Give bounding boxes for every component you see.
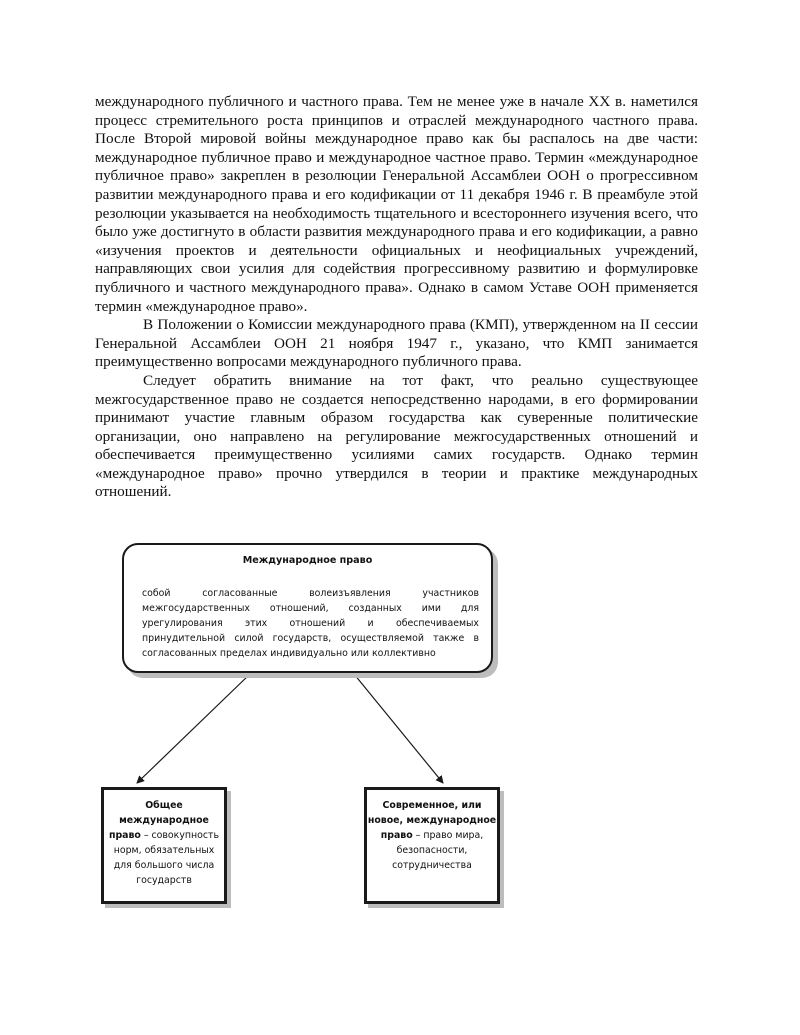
modern-law-term: Современное, или новое, международное право xyxy=(367,800,497,841)
modern-law-dash: – xyxy=(412,830,424,841)
modern-international-law-box xyxy=(364,787,500,904)
paragraph-2: В Положении о Комиссии международного права (КМП), утвержденном на II сессии Генеральной Ассамблеи ООН 21 ноября 1947 г., указано, что КМП занимается преимущественно вопросами международного публичного права. xyxy=(95,316,698,371)
general-law-definition: совокупность норм, обязательных для большого числа государств xyxy=(113,830,220,886)
international-law-box xyxy=(122,543,493,673)
modern-law-definition: право мира, безопасности, сотрудничества xyxy=(392,830,484,871)
international-law-definition: собой согласованные волеизъявления участников межгосударственных отношений, созданных ими для урегулирования этих отношений и обеспечиваемых принудительной силой государств, осуществляемой также в согласованных пределах индивидуально или коллективно xyxy=(142,588,479,659)
general-law-dash: – xyxy=(140,830,152,841)
general-international-law-box xyxy=(101,787,227,904)
international-law-title: Международное право xyxy=(242,555,373,566)
general-law-term: Общее международное право xyxy=(108,800,209,841)
paragraph-3: Следует обратить внимание на тот факт, что реально существующее межгосударственное право не создается непосредственно народами, в его формировании принимают участие главным образом государства как суверенные политические организации, оно направлено на регулирование межгосударственных отношений и обеспечивается преимущественно усилиями самих государств. Однако термин «международное право» прочно утвердился в теории и практике международных отношений. xyxy=(95,371,698,501)
arrow-to-general-law xyxy=(137,674,250,783)
arrow-to-modern-law xyxy=(354,674,443,783)
paragraph-1: международного публичного и частного права. Тем не менее уже в начале XX в. наметился процесс стремительного роста принципов и отраслей международного частного права. После Второй мировой войны международное право как бы распалось на две части: международное публичное право и международное частное право. Термин «международное публичное право» закреплен в резолюции Генеральной Ассамблеи ООН о прогрессивном развитии международного права и его кодификации от 11 декабря 1946 г. В преамбуле этой резолюции указывается на необходимость тщательного и всестороннего изучения всего, что было уже достигнуто в области развития международного права и его кодификации, а равно «изучения проектов и деятельности официальных и неофициальных учреждений, направляющих свои усилия для содействия прогрессивному развитию и формулировке публичного и частного международного права». Однако в самом Уставе ООН применяется термин «международное право». xyxy=(95,93,698,315)
